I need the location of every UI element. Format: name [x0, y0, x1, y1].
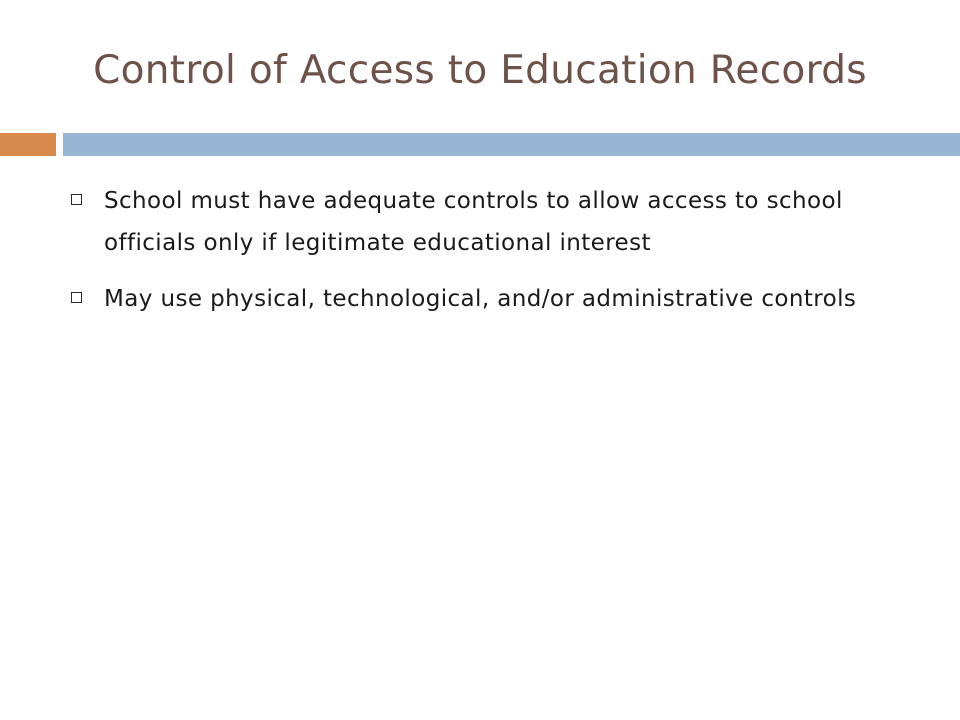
square-bullet-icon — [71, 292, 82, 303]
slide-title: Control of Access to Education Records — [93, 48, 867, 93]
bullet-list — [71, 180, 921, 334]
bullet-item — [71, 278, 921, 320]
accent-bar-orange — [0, 133, 56, 156]
bullet-item — [71, 180, 921, 264]
bullet-text: May use physical, technological, and/or administrative controls — [104, 286, 857, 312]
square-bullet-icon — [71, 194, 82, 205]
bullet-text: School must have adequate controls to allow access to school officials only if legitimate educational interest — [104, 188, 843, 256]
accent-bar-blue — [63, 133, 960, 156]
